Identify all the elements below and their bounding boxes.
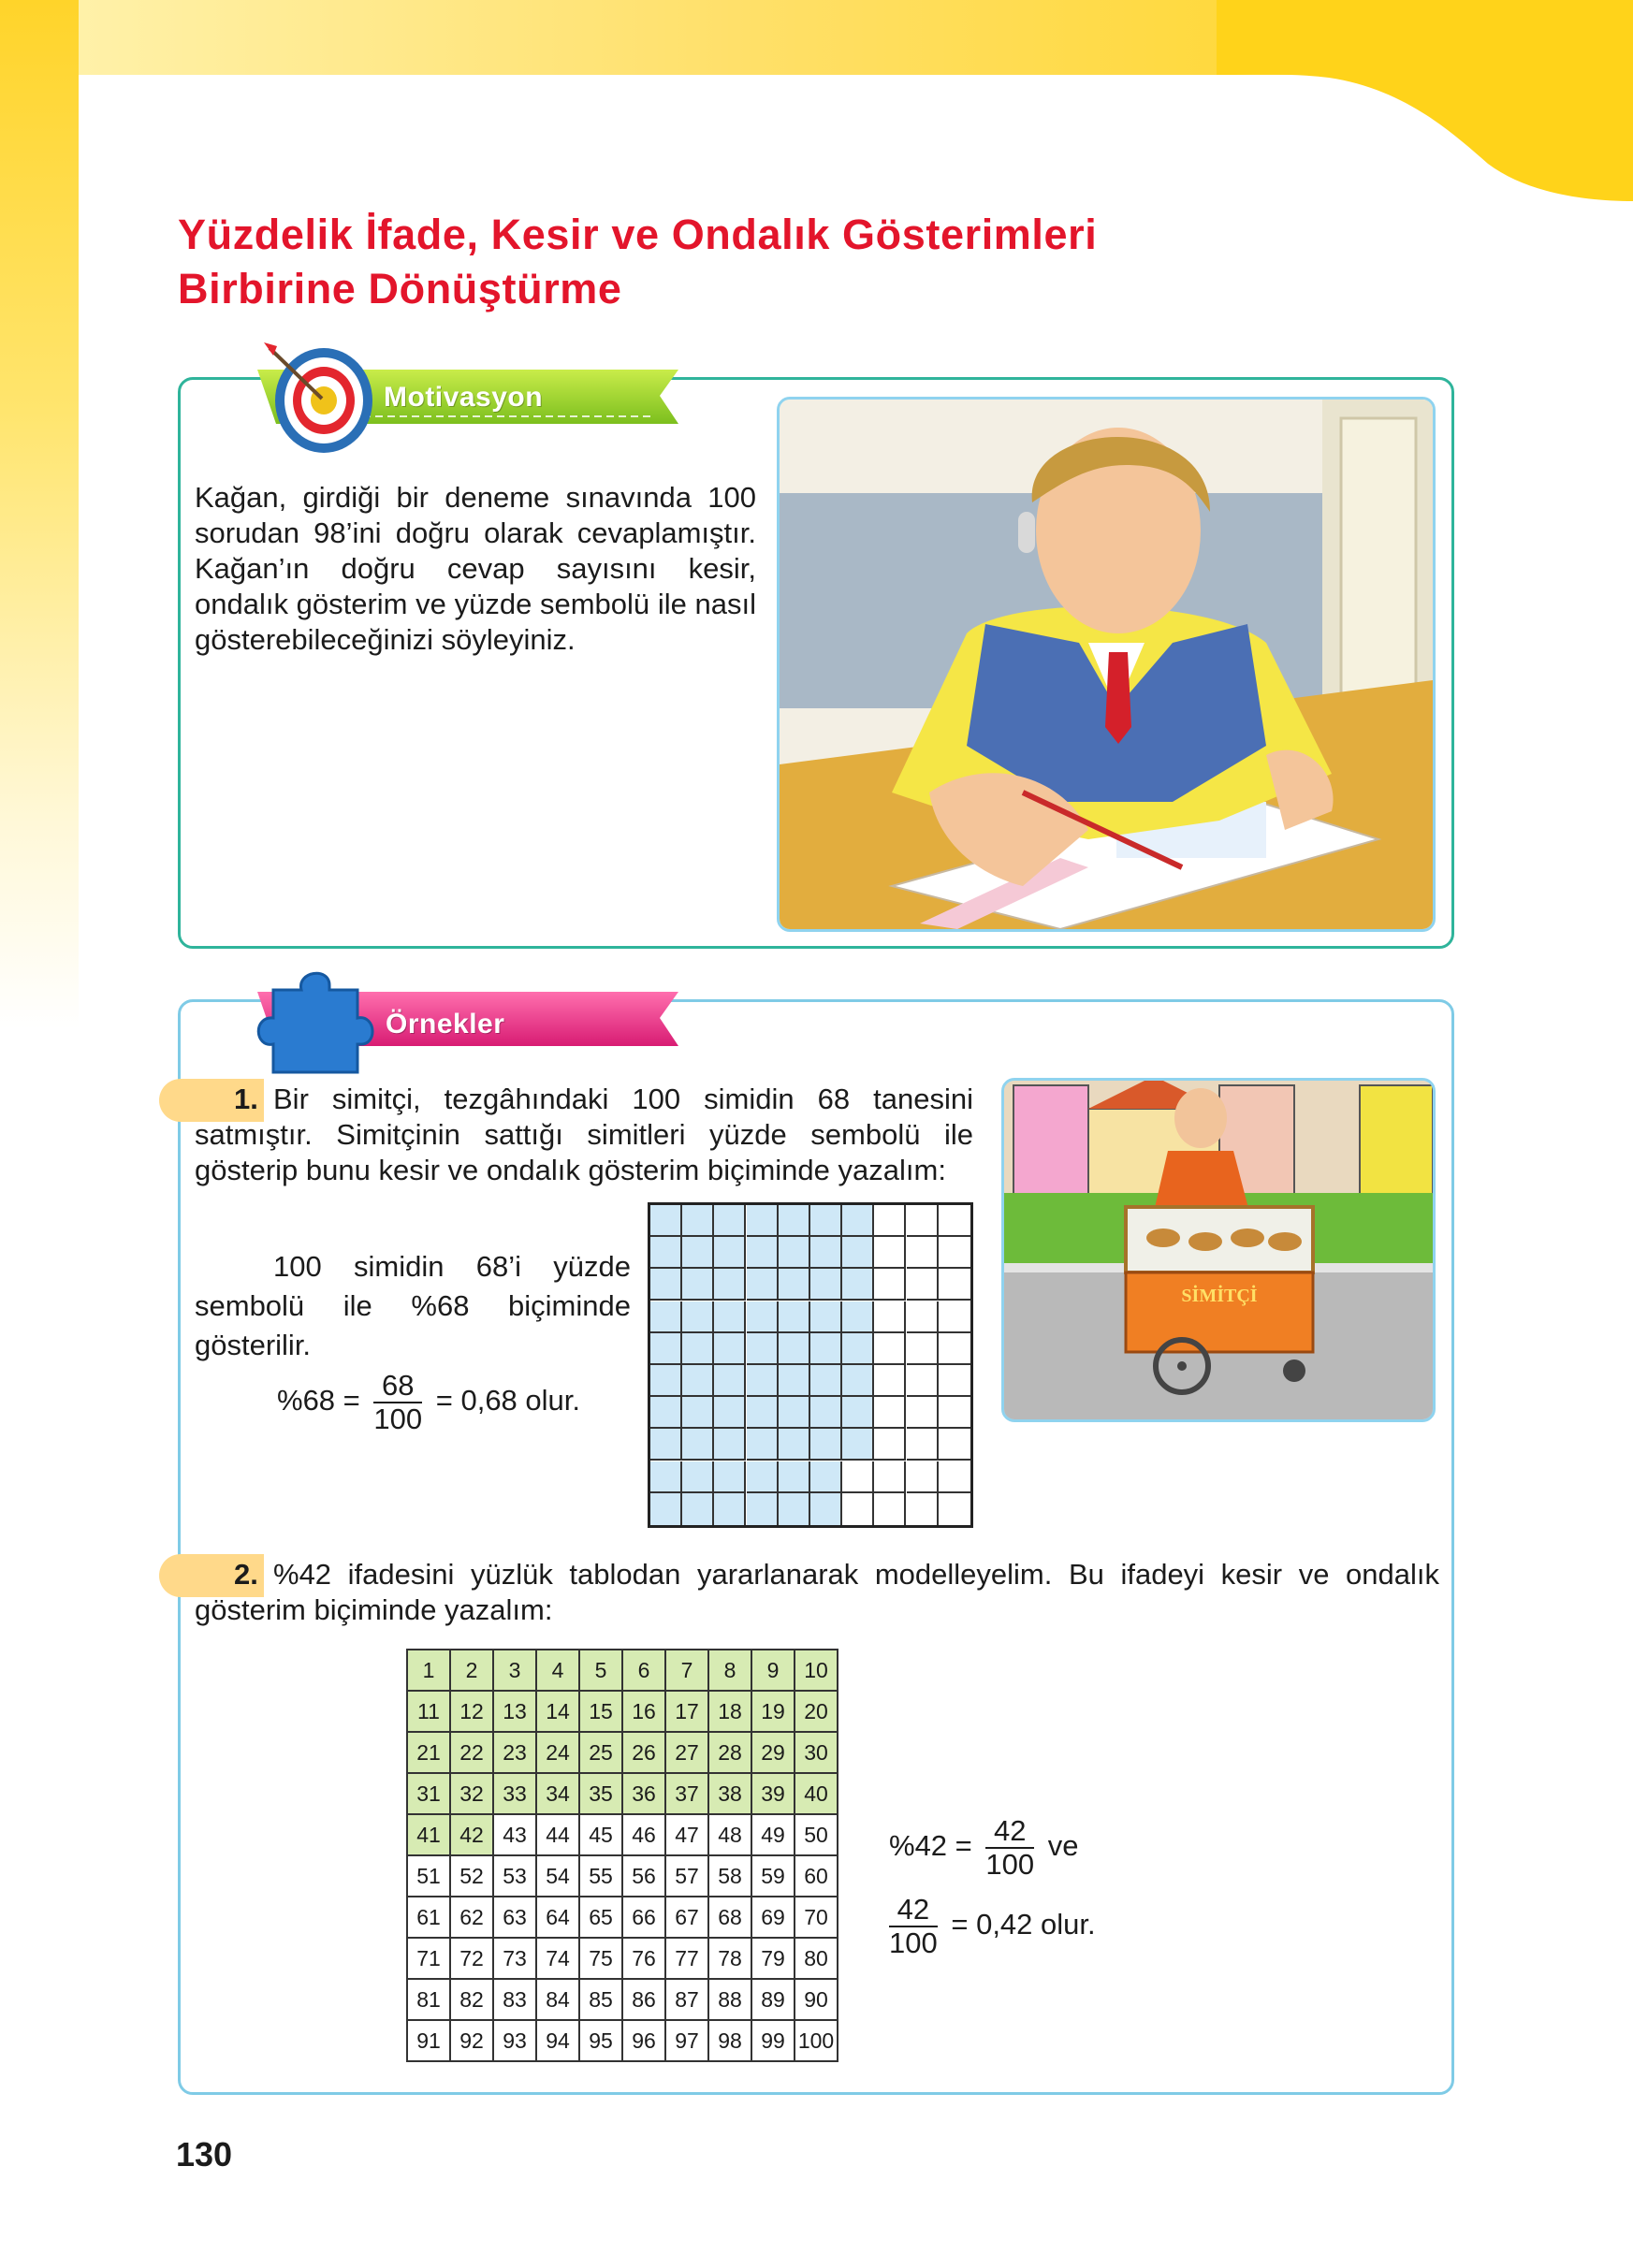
table-cell: 10	[795, 1650, 838, 1691]
table-cell: 63	[493, 1897, 536, 1938]
cart-sign: SİMİTÇİ	[1181, 1286, 1258, 1306]
grid-cell	[779, 1269, 810, 1301]
grid-cell	[714, 1237, 746, 1269]
table-row	[407, 1979, 838, 2020]
example-1-explanation: 100 simidin 68’i yüzde sembolü ile %68 biçiminde gösterilir.	[195, 1250, 631, 1361]
table-cell: 57	[665, 1855, 708, 1897]
table-cell: 82	[450, 1979, 493, 2020]
grid-cell	[682, 1429, 714, 1461]
denominator: 100	[985, 1848, 1035, 1881]
table-cell: 42	[450, 1814, 493, 1855]
grid-cell	[714, 1269, 746, 1301]
grid-cell	[939, 1461, 970, 1493]
numerator: 68	[373, 1370, 422, 1403]
table-row	[407, 1855, 838, 1897]
table-cell: 70	[795, 1897, 838, 1938]
formula-right: = 0,42 olur.	[951, 1908, 1096, 1941]
grid-cell	[747, 1397, 779, 1429]
example-1-formula	[277, 1370, 580, 1435]
boy-exam-drawing	[780, 400, 1433, 929]
table-cell: 31	[407, 1773, 450, 1814]
grid-cell	[810, 1301, 842, 1333]
grid-cell	[714, 1301, 746, 1333]
grid-cell	[842, 1365, 874, 1397]
grid-cell	[682, 1493, 714, 1525]
grid-cell	[747, 1493, 779, 1525]
simit-seller-illustration	[1001, 1078, 1436, 1422]
table-cell: 84	[536, 1979, 579, 2020]
grid-cell	[842, 1269, 874, 1301]
table-cell: 19	[751, 1691, 795, 1732]
table-cell: 65	[579, 1897, 622, 1938]
table-cell: 7	[665, 1650, 708, 1691]
table-cell: 49	[751, 1814, 795, 1855]
table-cell: 93	[493, 2020, 536, 2061]
grid-cell	[907, 1269, 939, 1301]
table-cell: 99	[751, 2020, 795, 2061]
grid-cell	[747, 1237, 779, 1269]
grid-cell	[714, 1493, 746, 1525]
title-line-1: Yüzdelik İfade, Kesir ve Ondalık Gösterimleri	[178, 211, 1098, 258]
grid-cell	[874, 1269, 906, 1301]
table-cell: 1	[407, 1650, 450, 1691]
table-cell: 67	[665, 1897, 708, 1938]
table-cell: 73	[493, 1938, 536, 1979]
example-2-formula-2	[889, 1894, 1096, 1959]
grid-cell	[842, 1301, 874, 1333]
table-cell: 6	[622, 1650, 665, 1691]
grid-cell	[682, 1397, 714, 1429]
table-row	[407, 1938, 838, 1979]
table-cell: 20	[795, 1691, 838, 1732]
fraction	[889, 1894, 938, 1959]
grid-cell	[682, 1461, 714, 1493]
grid-cell	[874, 1397, 906, 1429]
grid-cell	[907, 1493, 939, 1525]
table-cell: 9	[751, 1650, 795, 1691]
grid-cell	[779, 1461, 810, 1493]
hundred-grid-model	[648, 1202, 973, 1528]
grid-cell	[874, 1205, 906, 1237]
grid-cell	[907, 1237, 939, 1269]
table-cell: 86	[622, 1979, 665, 2020]
hundreds-table	[406, 1649, 838, 2062]
denominator: 100	[889, 1926, 938, 1959]
grid-cell	[907, 1461, 939, 1493]
grid-cell	[810, 1365, 842, 1397]
table-cell: 3	[493, 1650, 536, 1691]
grid-cell	[714, 1429, 746, 1461]
example-1-number: 1.	[234, 1083, 258, 1115]
corner-swoosh-decoration	[1217, 0, 1633, 201]
table-cell: 91	[407, 2020, 450, 2061]
grid-cell	[939, 1397, 970, 1429]
table-row	[407, 1897, 838, 1938]
motivation-label: Motivasyon	[384, 382, 544, 413]
table-cell: 59	[751, 1855, 795, 1897]
grid-cell	[747, 1429, 779, 1461]
table-cell: 71	[407, 1938, 450, 1979]
table-cell: 23	[493, 1732, 536, 1773]
table-cell: 2	[450, 1650, 493, 1691]
grid-cell	[682, 1301, 714, 1333]
table-cell: 28	[708, 1732, 751, 1773]
formula-left: %68 =	[277, 1384, 360, 1418]
table-cell: 76	[622, 1938, 665, 1979]
grid-cell	[907, 1205, 939, 1237]
table-cell: 92	[450, 2020, 493, 2061]
table-cell: 15	[579, 1691, 622, 1732]
grid-cell	[650, 1493, 682, 1525]
grid-cell	[682, 1269, 714, 1301]
example-2-text: %42 ifadesini yüzlük tablodan yararlanarak modelleyelim. Bu ifadeyi kesir ve ondalık gösterim biçiminde yazalım:	[195, 1558, 1439, 1626]
table-cell: 36	[622, 1773, 665, 1814]
table-row	[407, 2020, 838, 2061]
table-cell: 85	[579, 1979, 622, 2020]
table-cell: 90	[795, 1979, 838, 2020]
grid-cell	[874, 1493, 906, 1525]
table-cell: 96	[622, 2020, 665, 2061]
title-line-2: Birbirine Dönüştürme	[178, 265, 622, 313]
page-number: 130	[176, 2135, 233, 2174]
grid-cell	[874, 1365, 906, 1397]
grid-cell	[779, 1493, 810, 1525]
page-left-band	[0, 0, 79, 1029]
table-cell: 78	[708, 1938, 751, 1979]
grid-cell	[747, 1365, 779, 1397]
grid-cell	[747, 1269, 779, 1301]
table-cell: 8	[708, 1650, 751, 1691]
table-cell: 50	[795, 1814, 838, 1855]
table-cell: 38	[708, 1773, 751, 1814]
grid-cell	[874, 1333, 906, 1365]
grid-cell	[650, 1397, 682, 1429]
table-cell: 74	[536, 1938, 579, 1979]
table-cell: 27	[665, 1732, 708, 1773]
table-cell: 80	[795, 1938, 838, 1979]
table-cell: 97	[665, 2020, 708, 2061]
example-2-formula-1	[889, 1815, 1079, 1881]
grid-cell	[939, 1301, 970, 1333]
grid-cell	[779, 1397, 810, 1429]
table-cell: 58	[708, 1855, 751, 1897]
grid-cell	[747, 1333, 779, 1365]
grid-cell	[939, 1493, 970, 1525]
grid-cell	[682, 1205, 714, 1237]
table-cell: 52	[450, 1855, 493, 1897]
grid-cell	[779, 1205, 810, 1237]
table-cell: 68	[708, 1897, 751, 1938]
grid-cell	[747, 1461, 779, 1493]
grid-cell	[810, 1205, 842, 1237]
grid-cell	[939, 1237, 970, 1269]
grid-cell	[810, 1237, 842, 1269]
table-cell: 60	[795, 1855, 838, 1897]
table-cell: 25	[579, 1732, 622, 1773]
table-cell: 14	[536, 1691, 579, 1732]
grid-cell	[907, 1301, 939, 1333]
table-cell: 88	[708, 1979, 751, 2020]
grid-cell	[650, 1205, 682, 1237]
grid-cell	[842, 1397, 874, 1429]
grid-cell	[650, 1333, 682, 1365]
table-cell: 98	[708, 2020, 751, 2061]
grid-cell	[650, 1237, 682, 1269]
table-cell: 29	[751, 1732, 795, 1773]
grid-cell	[810, 1269, 842, 1301]
table-cell: 69	[751, 1897, 795, 1938]
table-cell: 35	[579, 1773, 622, 1814]
numerator: 42	[889, 1894, 938, 1927]
grid-cell	[714, 1333, 746, 1365]
table-cell: 54	[536, 1855, 579, 1897]
table-cell: 46	[622, 1814, 665, 1855]
grid-cell	[650, 1269, 682, 1301]
table-cell: 75	[579, 1938, 622, 1979]
table-cell: 26	[622, 1732, 665, 1773]
table-cell: 43	[493, 1814, 536, 1855]
grid-cell	[874, 1237, 906, 1269]
grid-cell	[842, 1333, 874, 1365]
grid-cell	[939, 1365, 970, 1397]
grid-cell	[810, 1333, 842, 1365]
table-cell: 44	[536, 1814, 579, 1855]
grid-cell	[842, 1461, 874, 1493]
grid-cell	[810, 1429, 842, 1461]
table-cell: 5	[579, 1650, 622, 1691]
grid-cell	[714, 1397, 746, 1429]
grid-cell	[747, 1205, 779, 1237]
grid-cell	[779, 1429, 810, 1461]
grid-cell	[907, 1397, 939, 1429]
formula-right: ve	[1047, 1829, 1079, 1863]
table-cell: 39	[751, 1773, 795, 1814]
formula-left: %42 =	[889, 1829, 972, 1863]
table-cell: 17	[665, 1691, 708, 1732]
grid-cell	[907, 1333, 939, 1365]
grid-cell	[874, 1461, 906, 1493]
table-cell: 94	[536, 2020, 579, 2061]
target-icon	[260, 337, 382, 458]
table-cell: 53	[493, 1855, 536, 1897]
grid-cell	[874, 1301, 906, 1333]
grid-cell	[939, 1429, 970, 1461]
puzzle-piece-icon	[245, 952, 386, 1083]
grid-cell	[650, 1365, 682, 1397]
table-cell: 89	[751, 1979, 795, 2020]
grid-cell	[650, 1429, 682, 1461]
grid-cell	[779, 1365, 810, 1397]
table-cell: 79	[751, 1938, 795, 1979]
table-cell: 66	[622, 1897, 665, 1938]
example-2-number: 2.	[234, 1558, 258, 1591]
grid-cell	[874, 1429, 906, 1461]
table-cell: 13	[493, 1691, 536, 1732]
example-1-text: Bir simitçi, tezgâhındaki 100 simidin 68 tanesini satmıştır. Simitçinin sattığı simitleri yüzde sembolü ile gösterip bunu kesir ve ondalık gösterim biçiminde yazalım:	[195, 1083, 973, 1186]
table-cell: 33	[493, 1773, 536, 1814]
grid-cell	[810, 1493, 842, 1525]
table-cell: 34	[536, 1773, 579, 1814]
grid-cell	[779, 1333, 810, 1365]
boy-taking-exam-illustration	[777, 397, 1436, 932]
table-cell: 32	[450, 1773, 493, 1814]
numerator: 42	[985, 1815, 1034, 1849]
grid-cell	[842, 1493, 874, 1525]
table-cell: 40	[795, 1773, 838, 1814]
grid-cell	[650, 1301, 682, 1333]
table-cell: 83	[493, 1979, 536, 2020]
grid-cell	[907, 1429, 939, 1461]
table-cell: 45	[579, 1814, 622, 1855]
table-cell: 47	[665, 1814, 708, 1855]
grid-cell	[810, 1397, 842, 1429]
table-cell: 56	[622, 1855, 665, 1897]
denominator: 100	[373, 1403, 423, 1435]
grid-cell	[779, 1301, 810, 1333]
table-cell: 95	[579, 2020, 622, 2061]
table-cell: 62	[450, 1897, 493, 1938]
grid-cell	[682, 1333, 714, 1365]
grid-cell	[907, 1365, 939, 1397]
table-cell: 48	[708, 1814, 751, 1855]
table-cell: 61	[407, 1897, 450, 1938]
grid-cell	[747, 1301, 779, 1333]
grid-cell	[810, 1461, 842, 1493]
table-row	[407, 1691, 838, 1732]
table-cell: 51	[407, 1855, 450, 1897]
table-row	[407, 1814, 838, 1855]
table-cell: 22	[450, 1732, 493, 1773]
table-cell: 18	[708, 1691, 751, 1732]
motivation-text: Kağan, girdiği bir deneme sınavında 100 sorudan 98’ini doğru olarak cevaplamıştır. Kağan’ın doğru cevap sayısını kesir, ondalık gösterim ve yüzde sembolü ile nasıl gösterebileceğinizi söyleyiniz.	[195, 481, 756, 656]
table-row	[407, 1773, 838, 1814]
grid-cell	[682, 1237, 714, 1269]
grid-cell	[650, 1461, 682, 1493]
fraction	[985, 1815, 1034, 1881]
examples-label: Örnekler	[386, 1009, 505, 1040]
page-title	[178, 208, 1097, 316]
table-cell: 37	[665, 1773, 708, 1814]
table-row	[407, 1650, 838, 1691]
table-cell: 16	[622, 1691, 665, 1732]
grid-cell	[842, 1429, 874, 1461]
table-cell: 87	[665, 1979, 708, 2020]
table-cell: 11	[407, 1691, 450, 1732]
table-cell: 12	[450, 1691, 493, 1732]
table-cell: 100	[795, 2020, 838, 2061]
table-cell: 24	[536, 1732, 579, 1773]
table-cell: 4	[536, 1650, 579, 1691]
grid-cell	[714, 1205, 746, 1237]
table-cell: 77	[665, 1938, 708, 1979]
table-cell: 21	[407, 1732, 450, 1773]
table-cell: 64	[536, 1897, 579, 1938]
table-row	[407, 1732, 838, 1773]
simit-seller-drawing	[1004, 1081, 1433, 1419]
table-cell: 30	[795, 1732, 838, 1773]
table-cell: 55	[579, 1855, 622, 1897]
fraction	[373, 1370, 422, 1435]
grid-cell	[842, 1237, 874, 1269]
table-cell: 72	[450, 1938, 493, 1979]
grid-cell	[939, 1333, 970, 1365]
grid-cell	[842, 1205, 874, 1237]
formula-right: = 0,68 olur.	[435, 1384, 581, 1418]
grid-cell	[939, 1205, 970, 1237]
grid-cell	[779, 1237, 810, 1269]
grid-cell	[714, 1461, 746, 1493]
grid-cell	[714, 1365, 746, 1397]
grid-cell	[939, 1269, 970, 1301]
grid-cell	[682, 1365, 714, 1397]
table-cell: 41	[407, 1814, 450, 1855]
table-cell: 81	[407, 1979, 450, 2020]
